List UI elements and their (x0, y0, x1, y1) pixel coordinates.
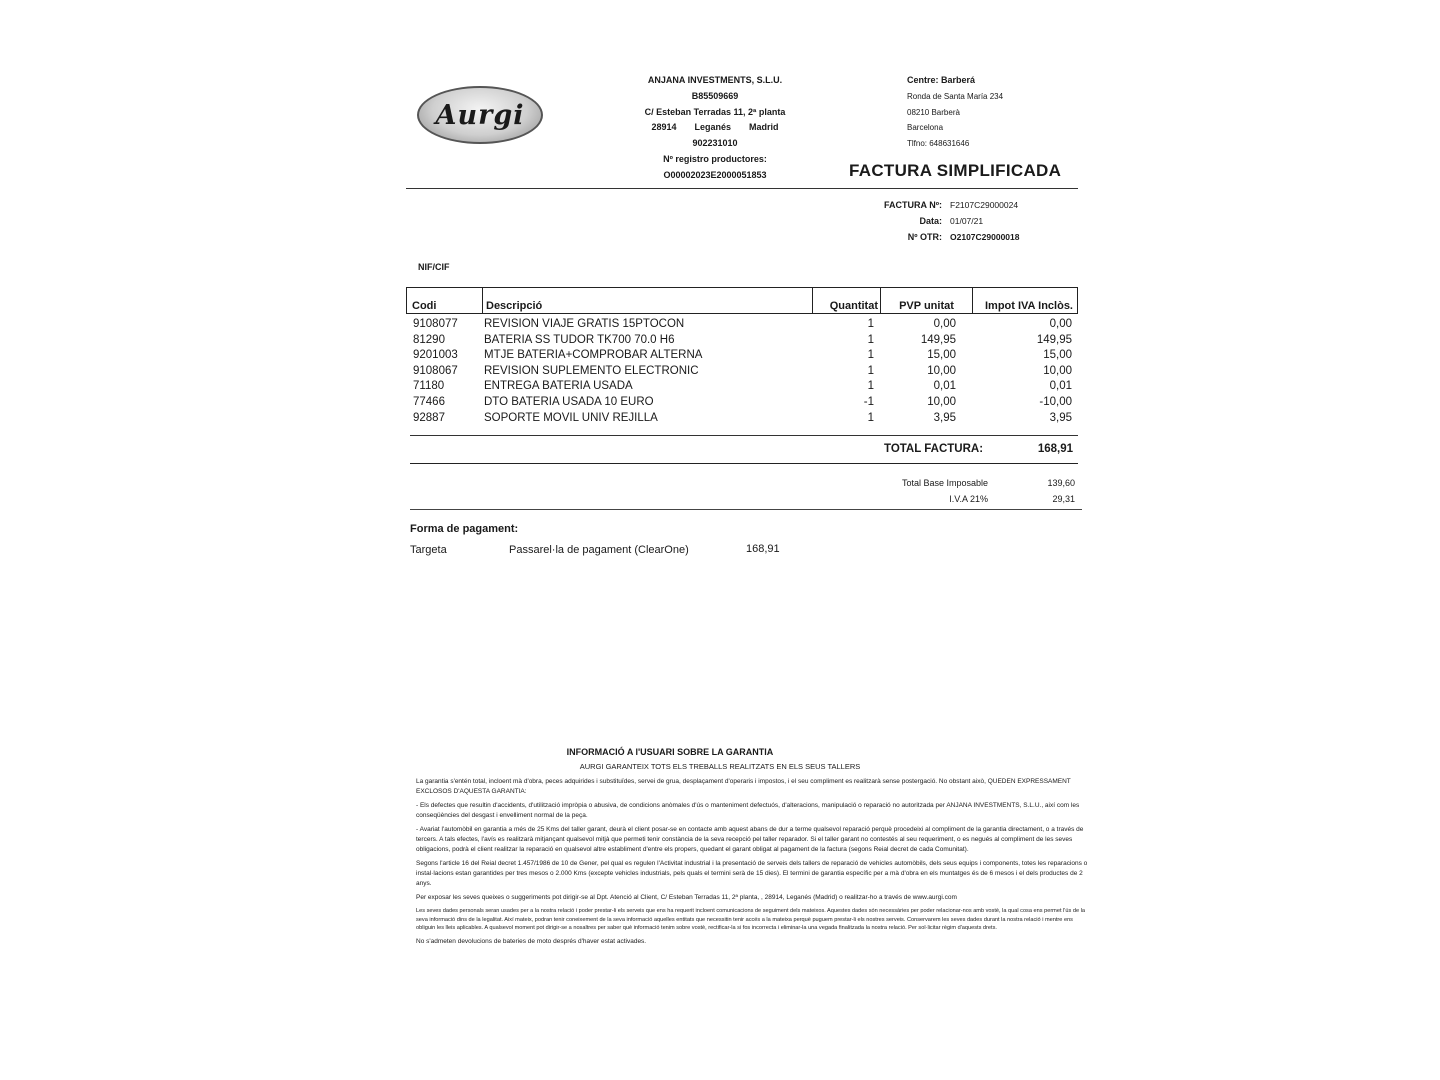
warranty-paragraph: - Avariat l'automòbil en garantia a més de 25 Kms del taller garant, deurà el client posar-se en contacte amb aquest abans de dur a terme qualsevol reparació perquè procedeixi al compliment de la garantia directament, o a través de tercers. A tals efectes, l'avís es realitzarà mitjançant qualsevol mitjà que permeti tenir constància de la seva recepció pel taller reparador. Si el taller garant no contestés al seu requeriment, o es negués al compliment de les seves obligacions, podrà el client realitzar la reparació en qualsevol altre establiment d'entre els propers, quedant el garant obligat al pagament de la factura (segons Reial decret de cada Comunitat). (416, 826, 1084, 853)
company-name: ANJANA INVESTMENTS, S.L.U. (647, 75, 783, 85)
invoice-date-row (860, 213, 1019, 229)
table-row (406, 412, 1078, 428)
company-phone: 902231010 (692, 138, 738, 149)
item-unit-price: 0,00 (933, 318, 956, 330)
privacy-paragraph: Les seves dades personals seran usades per a la nostra relació i poder prestar-li els serveis que ens ha requerit incloent comunicacions de seguiment dels mateixos. Aquestes dades són necessàries per poder relacionar-nos amb vostè, la qual cosa ens permet l'ús de la seva informació dins de la legalitat. Així mateix, podran tenir coneixement de la seva informació aquelles entitats que necessitin tenir accés a la mateixa perquè puguem prestar-li els nostres serveis. Conservarem les seves dades durant la nostra relació i mentre ens obliguin les lleis aplicables. A qualsevol moment pot dirigir-se a nosaltres per saber què informació tenim sobre vostè, rectificar-la si fos incorrecta i eliminar-la una vegada finalitzada la nostra relació. Per sol·licitar règim d'aquests drets. (416, 908, 1085, 932)
item-unit-price: 10,00 (927, 395, 956, 408)
otr-row (860, 229, 1019, 245)
header-total: Impot IVA Inclòs. (984, 300, 1073, 312)
table-row (406, 349, 1078, 365)
vat-value: 29,31 (1052, 493, 1075, 504)
item-quantity: 1 (867, 318, 874, 330)
item-code: 71180 (413, 380, 445, 393)
item-unit-price: 10,00 (927, 364, 956, 377)
tax-labels (880, 476, 988, 507)
warranty-paragraph: Segons l'article 16 del Reial decret 1.457/1986 de 10 de Gener, pel qual es regulen l'Activitat industrial i la presentació de serveis dels tallers de reparació de vehicles automòbils, dels seus equips i components, totes les reparacions o instal·lacions estan garantides per tres mesos o 2.000 Kms (excepte vehicles industrials, pels quals el termini serà de 15 dies). El termini de garantia específic per a mà d'obra en els muntatges és de 6 mesos i el dels productes de 2 anys. (416, 860, 1088, 887)
item-quantity: 1 (867, 333, 874, 346)
item-description: MTJE BATERIA+COMPROBAR ALTERNA (484, 349, 703, 362)
item-total: 10,00 (1043, 364, 1072, 377)
company-location (600, 120, 830, 136)
invoice-number-value: F2107C29000024 (950, 200, 1019, 210)
base-label: Total Base Imposable (901, 478, 988, 488)
company-city: Leganés (694, 122, 732, 133)
producers-label: Nº registro productores: (663, 153, 767, 164)
logo-text: Aurgi (435, 100, 525, 131)
invoice-number-label: FACTURA Nº: (884, 200, 942, 210)
item-description: REVISION VIAJE GRATIS 15PTOCON (484, 318, 685, 330)
invoice-meta (860, 197, 1019, 245)
payment-gateway: Passarel·la de pagament (ClearOne) (509, 544, 689, 556)
item-code: 9108067 (413, 364, 458, 377)
document-title: FACTURA SIMPLIFICADA (849, 161, 1062, 180)
invoice-number-row (860, 197, 1019, 213)
warranty-subtitle: AURGI GARANTEIX TOTS ELS TREBALLS REALITZATS EN ELS SEUS TALLERS (579, 762, 861, 771)
company-postal-code: 28914 (651, 122, 677, 133)
tax-values (1020, 476, 1075, 507)
item-code: 77466 (413, 395, 445, 408)
centre-address: Ronda de Santa María 234 (907, 91, 1004, 101)
item-quantity: 1 (867, 411, 874, 424)
item-total: 3,95 (1049, 411, 1072, 424)
items-table-body (406, 318, 1078, 427)
company-street: C/ Esteban Terradas 11, 2ª planta (644, 106, 786, 117)
aurgi-logo (417, 86, 543, 144)
item-total: -10,00 (1039, 395, 1072, 408)
centre-phone: Tlfno: 648631646 (907, 139, 970, 149)
centre-postal: 08210 Barberà (907, 107, 960, 117)
payment-title: Forma de pagament: (410, 523, 519, 535)
centre-city: Barcelona (907, 123, 944, 133)
item-total: 0,00 (1049, 318, 1072, 330)
header-code: Codi (407, 288, 483, 313)
warranty-paragraph: La garantia s'entén total, incloent mà d'obra, peces adquirides i substituïdes, servei de grua, desplaçament d'operaris i impostos, i el seu compliment es realitzarà sense postergació. No obstant això, QUEDEN EXPRESSAMENT EXCLOSOS D'AQUESTA GARANTIA: (416, 778, 1071, 795)
warranty-title: INFORMACIÓ A l'USUARI SOBRE LA GARANTIA (566, 747, 774, 757)
company-info (600, 73, 830, 184)
vat-label: I.V.A 21% (949, 493, 988, 504)
total-value: 168,91 (1037, 443, 1073, 455)
item-description: BATERIA SS TUDOR TK700 70.0 H6 (484, 333, 675, 346)
item-total: 0,01 (1049, 380, 1072, 393)
table-row (406, 334, 1078, 350)
item-description: DTO BATERIA USADA 10 EURO (484, 395, 654, 408)
table-row (406, 318, 1078, 334)
item-unit-price: 15,00 (927, 349, 956, 362)
item-description: ENTREGA BATERIA USADA (484, 380, 633, 393)
tax-divider (410, 509, 1082, 510)
item-unit-price: 3,95 (933, 411, 956, 424)
total-divider (410, 463, 1078, 464)
item-total: 149,95 (1036, 333, 1072, 346)
company-tax-id: B85509669 (691, 90, 739, 101)
producers-number: O00002023E2000051853 (663, 169, 767, 180)
table-row (406, 380, 1078, 396)
item-description: REVISION SUPLEMENTO ELECTRONIC (484, 364, 699, 377)
base-value: 139,60 (1047, 478, 1075, 488)
warranty-body (416, 777, 1088, 951)
item-quantity: 1 (867, 380, 874, 393)
otr-value: O2107C29000018 (950, 232, 1020, 242)
returns-note: No s'admeten devolucions de bateries de moto després d'haver estat activades. (416, 937, 647, 945)
item-code: 9201003 (413, 349, 458, 362)
total-label: TOTAL FACTURA: (884, 443, 984, 455)
item-description: SOPORTE MOVIL UNIV REJILLA (484, 411, 658, 424)
payment-method: Targeta (410, 544, 447, 556)
item-quantity: 1 (867, 364, 874, 377)
centre-info (907, 73, 1003, 152)
centre-title: Centre: Barberá (907, 75, 976, 85)
invoice-date-label: Data: (919, 216, 942, 226)
table-row (406, 396, 1078, 412)
item-unit-price: 0,01 (933, 380, 956, 393)
payment-amount: 168,91 (746, 543, 780, 555)
otr-label: Nº OTR: (907, 232, 942, 242)
item-unit-price: 149,95 (920, 333, 956, 346)
header-description: Descripció (483, 288, 813, 313)
header-divider (406, 188, 1078, 189)
header-quantity: Quantitat (813, 288, 881, 313)
nif-label: NIF/CIF (418, 262, 450, 272)
warranty-paragraph: - Els defectes que resultin d'accidents, d'utilització impròpia o abusiva, de condicions anòmales d'ús o manteniment defectuós, d'alteracions, manipulació o reparació no autoritzada per ANJANA INVESTMENTS, S.L.U., així com les conseqüències del desgast i envelliment normal de la peça. (416, 802, 1080, 819)
table-row (406, 365, 1078, 381)
company-province: Madrid (749, 122, 779, 133)
item-code: 81290 (413, 333, 445, 346)
items-divider (410, 435, 1078, 436)
item-quantity: -1 (863, 395, 874, 408)
item-code: 92887 (413, 411, 445, 424)
item-quantity: 1 (867, 349, 874, 362)
item-code: 9108077 (413, 318, 458, 330)
warranty-paragraph: Per exposar les seves queixes o suggeriments pot dirigir-se al Dpt. Atenció al Client, C/ Esteban Terradas 11, 2ª planta, , 28914, Leganés (Madrid) o realitzar-ho a través de www.aurgi.com (416, 894, 957, 901)
invoice-date-value: 01/07/21 (950, 216, 984, 226)
item-total: 15,00 (1043, 349, 1072, 362)
items-table-header (406, 287, 1078, 314)
header-unit-price: PVP unitat (881, 288, 973, 313)
